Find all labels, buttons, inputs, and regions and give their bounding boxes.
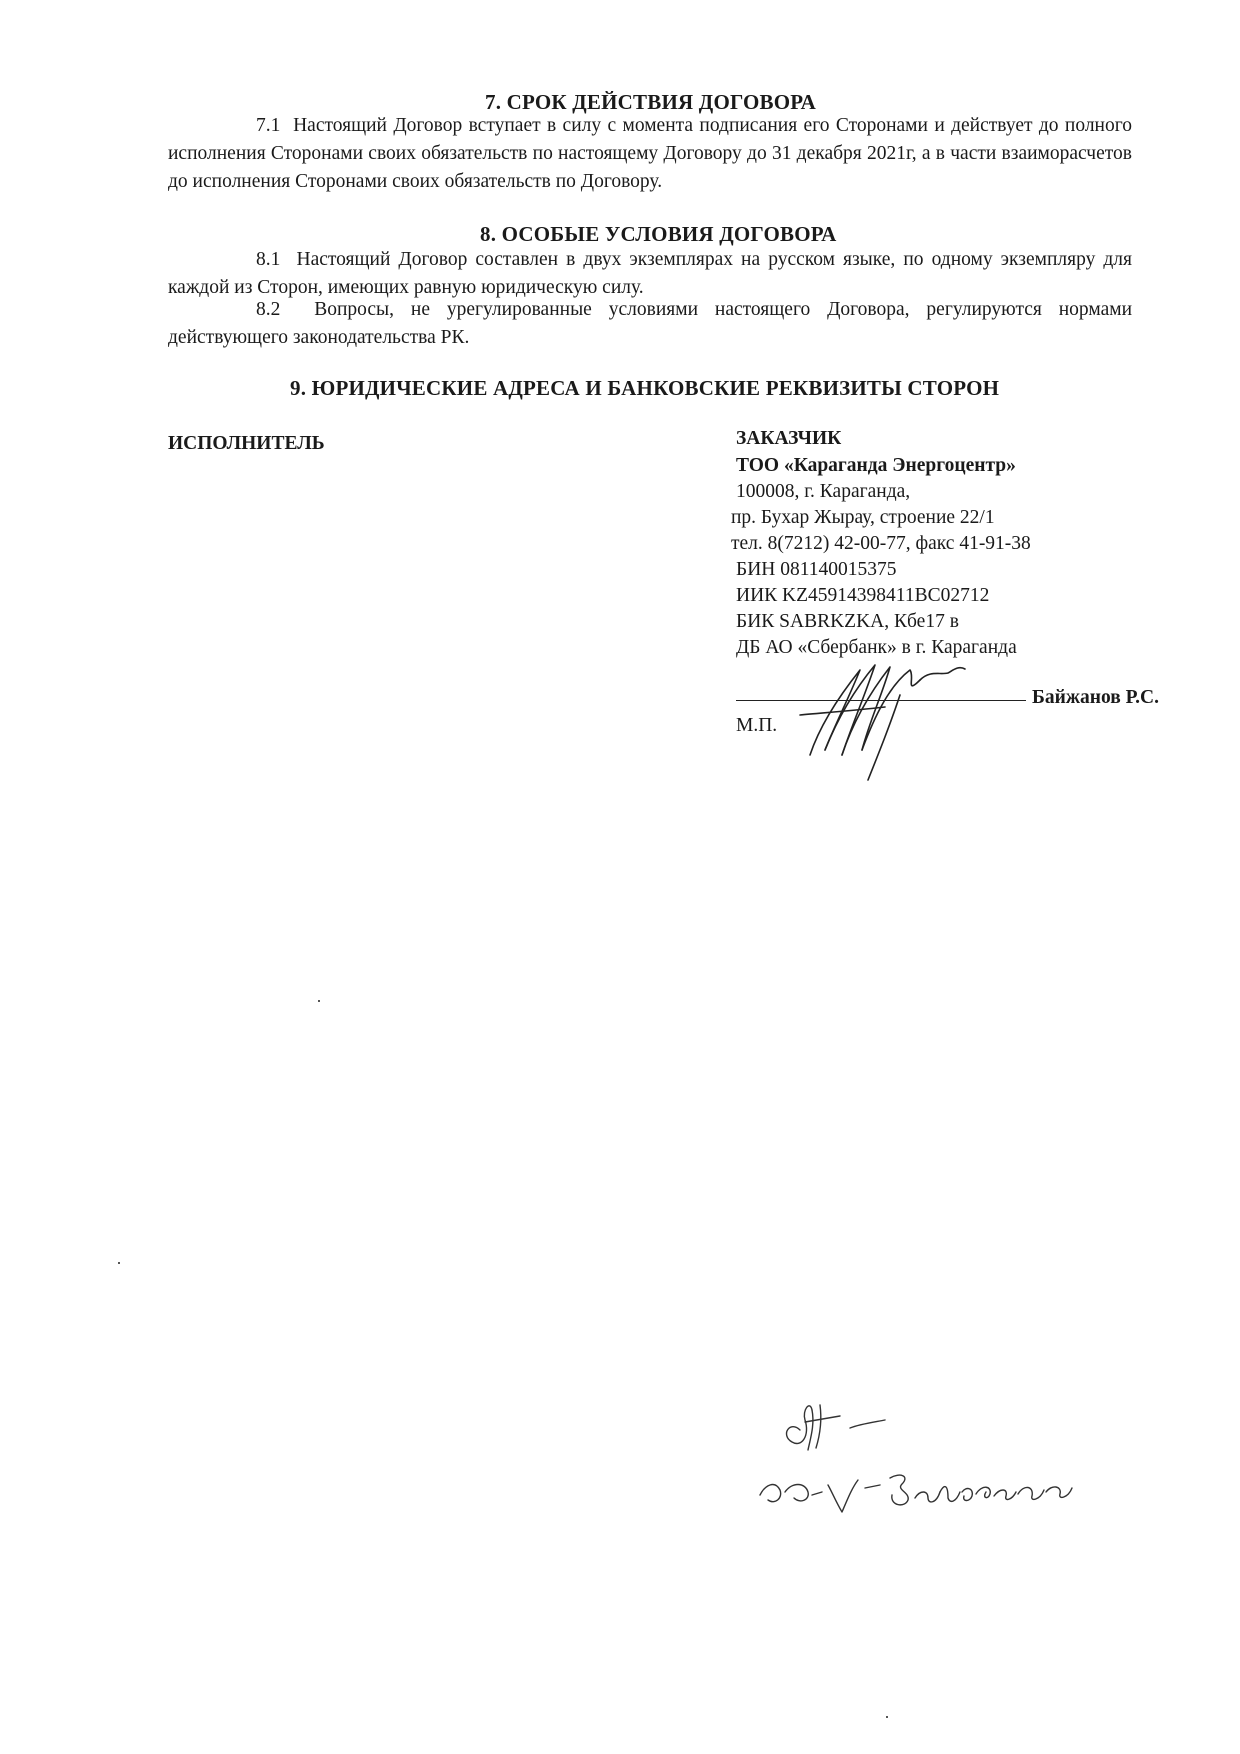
scan-speck [118,1262,120,1264]
customer-iik: ИИК KZ45914398411BC02712 [736,585,990,606]
customer-company: ТОО «Караганда Энергоцентр» [736,455,1016,476]
handwritten-note [750,1380,1110,1550]
section-8-title: 8. ОСОБЫЕ УСЛОВИЯ ДОГОВОРА [480,222,837,246]
paragraph-text: Настоящий Договор составлен в двух экземплярах на русском языке, по одному экземпляру для каждой из Сторон, имеющих равную юридическую силу. [168,249,1132,298]
scan-speck [318,1000,320,1002]
customer-bin: БИН 081140015375 [736,559,897,580]
customer-label: ЗАКАЗЧИК [736,428,842,449]
paragraph-number: 7.1 [256,115,281,136]
stamp-place-label: М.П. [736,715,778,736]
customer-address-line-1: 100008, г. Караганда, [736,481,911,502]
section-8-paragraph-2 [168,296,1132,352]
executor-label: ИСПОЛНИТЕЛЬ [168,433,325,454]
scan-speck [886,1716,888,1718]
section-7-paragraph-1 [168,112,1132,196]
section-8-paragraph-1 [168,246,1132,302]
section-9-title: 9. ЮРИДИЧЕСКИЕ АДРЕСА И БАНКОВСКИЕ РЕКВИЗИТЫ СТОРОН [290,376,1000,400]
section-7-title: 7. СРОК ДЕЙСТВИЯ ДОГОВОРА [485,90,817,114]
paragraph-number: 8.1 [256,249,281,270]
customer-address-line-2: пр. Бухар Жырау, строение 22/1 [731,507,995,528]
paragraph-number: 8.2 [256,299,281,320]
customer-bank: ДБ АО «Сбербанк» в г. Караганда [736,637,1017,658]
customer-signatory: Байжанов Р.С. [1032,687,1159,708]
paragraph-text: Настоящий Договор вступает в силу с момента подписания его Сторонами и действует до полного исполнения Сторонами своих обязательств по настоящему Договору до 31 декабря 2021г, а в части взаиморасчетов до исполнения Сторонами своих обязательств по Договору. [168,115,1132,192]
paragraph-text: Вопросы, не урегулированные условиями настоящего Договора, регулируются нормами действующего законодательства РК. [168,299,1133,348]
customer-bik: БИК SABRKZKA, Кбе17 в [736,611,959,632]
handwritten-signature [790,655,990,785]
customer-phone: тел. 8(7212) 42-00-77, факс 41-91-38 [731,533,1031,554]
